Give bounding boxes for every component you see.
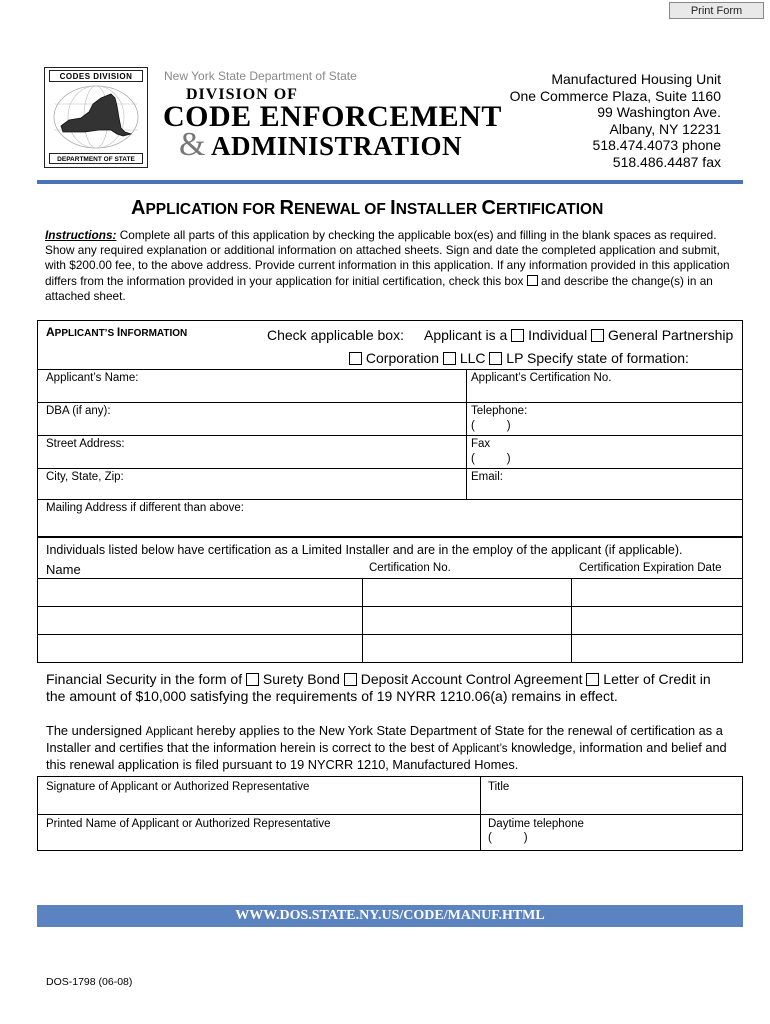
address-phone: 518.474.4073 phone (592, 137, 721, 153)
logo-bottom-text: DEPARTMENT OF STATE (49, 153, 143, 164)
logo-top-text: CODES DIVISION (49, 70, 143, 82)
street-address-field[interactable]: Street Address: (46, 438, 125, 450)
check-applicable-label: Check applicable box: (267, 327, 404, 343)
table-row-divider (37, 634, 743, 635)
form-number: DOS-1798 (06-08) (46, 976, 133, 988)
instructions-label: Instructions: (45, 228, 117, 242)
address-line: Albany, NY 12231 (609, 120, 721, 137)
email-field[interactable]: Email: (471, 471, 503, 483)
declaration-text: The undersigned Applicant hereby applies to the New York State Department of State for the renewal of certification as a Installer and certifies that the information herein is correct to the best of Applicant’s knowledge, information and belief and this renewal application is filed pursuant to 19 NYCRR 1210, Manufactured Homes. (46, 723, 727, 772)
row-divider (37, 369, 743, 370)
mailing-address-box (37, 499, 743, 537)
row-divider (37, 468, 743, 469)
applicant-info-section (37, 320, 743, 500)
instructions-text: Complete all parts of this application by checking the applicable box(es) and filling in the blank spaces as required. Show any required explanation or additional information on attached sheets. Sign and date the completed application and submit, with $200.00 fee, to the above address. Provide current information in this application. If any information provided in this application differs from the information provided in your application for initial certification, check this box (45, 228, 730, 288)
mailing-address-block (510, 71, 721, 170)
telephone-area-code: ( ) (471, 420, 511, 432)
fax-area-code: ( ) (471, 453, 511, 465)
table-col-divider (571, 578, 572, 663)
corporation-checkbox[interactable] (349, 352, 362, 365)
division-of-text: DIVISION OF (186, 86, 298, 103)
table-row-divider (37, 606, 743, 607)
financial-security-line-2: the amount of $10,000 satisfying the requirements of 19 NYRR 1210.06(a) remains in effect. (46, 688, 618, 704)
deposit-account-checkbox[interactable] (344, 673, 357, 686)
installers-intro: Individuals listed below have certification as a Limited Installer and are in the employ of the applicant (if applicable). (46, 543, 683, 557)
codes-division-logo (44, 67, 148, 168)
letter-of-credit-checkbox[interactable] (586, 673, 599, 686)
address-line: Manufactured Housing Unit (551, 71, 721, 87)
telephone-field[interactable]: Telephone: (471, 405, 528, 417)
row-divider (37, 435, 743, 436)
applicant-info-heading: APPLICANT’S INFORMATION (46, 325, 188, 339)
installers-col-name: Name (46, 562, 81, 577)
row-divider (37, 402, 743, 403)
address-line: 99 Washington Ave. (597, 104, 721, 120)
signature-field[interactable]: Signature of Applicant or Authorized Representative (46, 781, 310, 793)
dba-field[interactable]: DBA (if any): (46, 405, 111, 417)
instructions-text-end: and describe the change(s) in an attached sheet. (45, 273, 713, 303)
surety-bond-checkbox[interactable] (246, 673, 259, 686)
installers-col-expiration: Certification Expiration Date (579, 562, 722, 574)
header-divider (37, 180, 743, 184)
website-url-bar[interactable]: WWW.DOS.STATE.NY.US/CODE/MANUF.HTML (37, 905, 743, 927)
title-field[interactable]: Title (488, 781, 510, 793)
mailing-address-field[interactable]: Mailing Address if different than above: (46, 502, 244, 514)
certification-number-field[interactable]: Applicant’s Certification No. (471, 372, 612, 384)
ampersand-glyph: & (179, 126, 206, 163)
form-title: APPLICATION FOR RENEWAL OF INSTALLER CERTIFICATION (131, 197, 604, 219)
individual-checkbox[interactable] (511, 329, 524, 342)
printed-name-field[interactable]: Printed Name of Applicant or Authorized Representative (46, 818, 331, 830)
financial-security-line-1: Financial Security in the form of Surety Bond Deposit Account Control Agreement Letter of Credit in (46, 671, 711, 687)
daytime-telephone-field[interactable]: Daytime telephone (488, 818, 584, 830)
column-divider (466, 369, 467, 500)
table-row-divider (37, 578, 743, 579)
code-enforcement-text: CODE ENFORCEMENT (163, 100, 502, 133)
installers-col-cert: Certification No. (369, 562, 451, 574)
table-col-divider (362, 578, 363, 663)
address-line: One Commerce Plaza, Suite 1160 (509, 87, 721, 104)
applicant-type-row-2: Corporation LLC LP Specify state of formation: (349, 350, 689, 366)
changes-checkbox[interactable] (527, 275, 538, 286)
lp-checkbox[interactable] (489, 352, 502, 365)
address-fax: 518.486.4487 fax (612, 153, 721, 170)
applicant-name-field[interactable]: Applicant’s Name: (46, 372, 139, 384)
signature-col-divider (480, 776, 481, 851)
general-partnership-checkbox[interactable] (591, 329, 604, 342)
fax-field[interactable]: Fax (471, 438, 491, 450)
applicant-type-row-1: Applicant is a Individual General Partnership (424, 327, 734, 343)
instructions (45, 228, 730, 304)
llc-checkbox[interactable] (443, 352, 456, 365)
new-york-state-map-icon (51, 84, 141, 150)
daytime-area-code: ( ) (488, 832, 528, 844)
city-state-zip-field[interactable]: City, State, Zip: (46, 471, 124, 483)
department-name: New York State Department of State (164, 69, 357, 83)
signature-row-divider (37, 814, 743, 815)
administration-text: ADMINISTRATION (211, 131, 463, 161)
print-form-button[interactable]: Print Form (669, 2, 764, 19)
